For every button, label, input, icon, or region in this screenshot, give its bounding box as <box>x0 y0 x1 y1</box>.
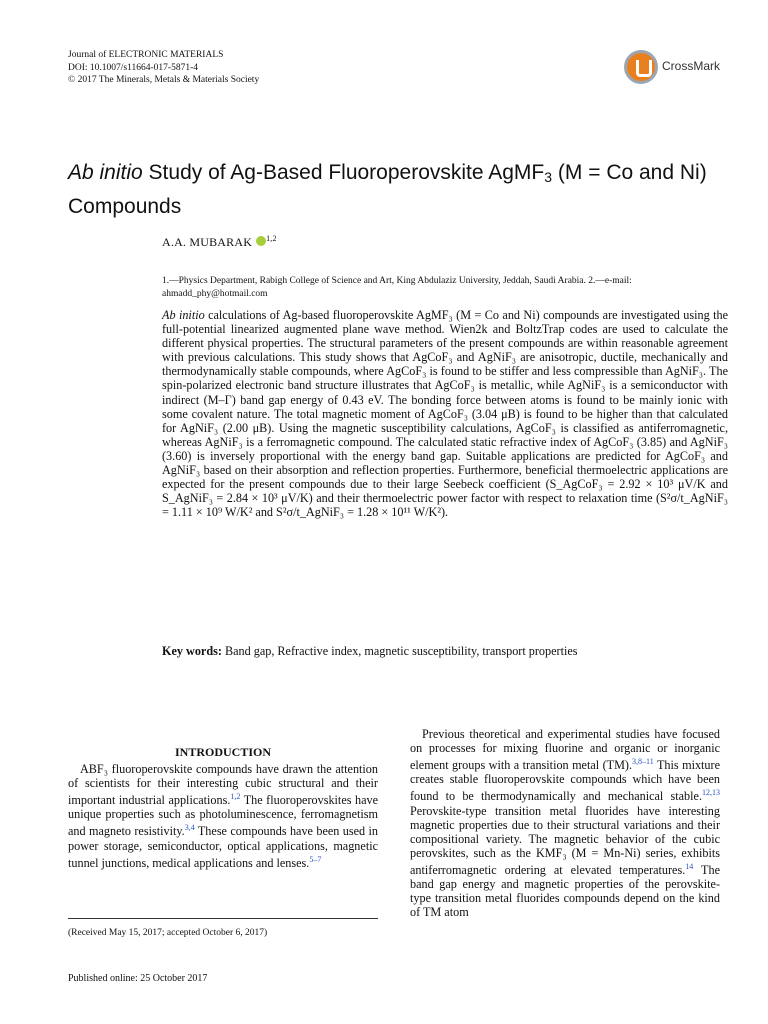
abstract-body: calculations of Ag-based fluoroperovskite AgMF₃ (M = Co and Ni) compounds are investigated using the full-potential linearized augmented plane wave method. Wien2k and BoltzTrap codes are used to calculate the different physical properties. The structural parameters of the present compounds are within reasonable agreement with previous calculations. This study shows that AgCoF₃ and AgNiF₃ are anisotropic, ductile, mechanically and thermodynamically stable compounds, where AgCoF₃ is found to be stiffer and less compressible than AgNiF₃. The spin-polarized electronic band structure illustrates that AgCoF₃ is metallic, while AgNiF₃ is a semiconductor with indirect (M–Γ) band gap energy of 0.43 eV. The bonding force between atoms is found to be mainly ionic with some covalent nature. The total magnetic moment of AgCoF₃ (3.04 μB) is found to be higher than that calculated for AgNiF₃ (2.00 μB). Using the magnetic susceptibility calculations, AgCoF₃ is classified as antiferromagnetic, whereas AgNiF₃ is a ferromagnetic compound. The calculated static refractive index of AgCoF₃ (3.85) and AgNiF₃ (3.60) is inversely proportional with the energy band gap. Suitable applications are predicted for AgCoF₃ and AgNiF₃ based on their absorption and reflection properties. Furthermore, beneficial thermoelectric applications are expected for the present compounds due to their large Seebeck coefficient (S_AgCoF₃ = 2.92 × 10³ μV/K and S_AgNiF₃ = 2.84 × 10³ μV/K) and their thermoelectric power factor with respect to relaxation time (S²σ/t_AgNiF₃ = 1.11 × 10⁹ W/K² and S²σ/t_AgNiF₃ = 1.28 × 10¹¹ W/K²). <box>162 308 728 520</box>
copyright: © 2017 The Minerals, Metals & Materials Society <box>68 75 260 85</box>
author-line <box>162 234 277 250</box>
received-dates: (Received May 15, 2017; accepted October 6, 2017) <box>68 928 268 938</box>
citation-link[interactable]: 3,8–11 <box>632 757 654 767</box>
crossmark-badge[interactable] <box>624 48 724 88</box>
citation-link[interactable]: 5–7 <box>309 854 322 864</box>
footnote-divider <box>68 918 378 919</box>
journal-header <box>68 49 259 87</box>
right-column <box>410 727 720 919</box>
author-name: A.A. MUBARAK <box>162 235 253 249</box>
orcid-icon[interactable] <box>256 236 266 246</box>
left-column <box>68 745 378 870</box>
intro-text-1: ABF₃ fluoroperovskite compounds have drawn the attention of scientists for their interesting cubic structural and their important industrial applications. <box>68 762 378 808</box>
abstract-lead: Ab initio <box>162 308 205 322</box>
keywords-text: Band gap, Refractive index, magnetic susceptibility, transport properties <box>224 644 578 658</box>
keywords-label: Key words: <box>162 644 222 658</box>
intro-paragraph-left <box>68 762 378 870</box>
citation-link[interactable]: 1,2 <box>230 792 241 802</box>
author-affil-marks: 1,2 <box>266 234 277 243</box>
keywords <box>162 644 728 659</box>
citation-link[interactable]: 3,4 <box>184 823 195 833</box>
intro-text-3: These compounds have been used in power storage, semiconductor, optical applications, magnetic tunnel junctions, medical applications and lenses. <box>68 824 378 870</box>
abstract <box>162 308 728 519</box>
citation-link[interactable]: 14 <box>685 861 694 871</box>
intro-text-6: Perovskite-type transition metal fluorides have interesting magnetic properties due to their structural variations and their compositional variety. The magnetic behavior of the cubic perovskites, such as the KMF₃ (M = Mn-Ni) series, exhibits antiferromagnetic ordering at elevated temperatures. <box>410 803 720 878</box>
intro-text-2: The fluoroperovskites have unique properties such as photoluminescence, ferromagnetism and magneto resistivity. <box>68 793 378 839</box>
intro-text-5: This mixture creates stable fluoroperovskite compounds which have been found to be thermodynamically and mechanical stable. <box>410 758 720 804</box>
doi[interactable]: DOI: 10.1007/s11664-017-5871-4 <box>68 62 198 73</box>
title-italic: Ab initio <box>68 161 143 184</box>
citation-link[interactable]: 12,13 <box>702 788 720 798</box>
crossmark-label: CrossMark <box>662 59 721 73</box>
intro-text-7: The band gap energy and magnetic properties of the perovskite-type transition metal fluorides compounds depend on the kind of TM atom <box>410 863 720 920</box>
title-part1: Study of Ag-Based Fluoroperovskite AgMF <box>142 161 545 184</box>
intro-text-4: Previous theoretical and experimental studies have focused on processes for mixing fluorine and organic or inorganic element groups with a transition metal (TM). <box>410 727 720 773</box>
section-heading: INTRODUCTION <box>174 745 271 759</box>
paper-title <box>68 158 728 221</box>
published-date: Published online: 25 October 2017 <box>68 973 208 984</box>
title-part2: (M = Co and Ni) Compounds <box>68 161 707 218</box>
affiliation: 1.—Physics Department, Rabigh College of Science and Art, King Abdulaziz University, Jeddah, Saudi Arabia. 2.—e-mail: ahmadd_phy@hotmail.com <box>162 276 632 299</box>
journal-name: Journal of ELECTRONIC MATERIALS <box>68 50 224 60</box>
intro-paragraph-right <box>410 727 720 919</box>
title-subscript: 3 <box>544 169 553 185</box>
crossmark-icon <box>624 50 658 84</box>
